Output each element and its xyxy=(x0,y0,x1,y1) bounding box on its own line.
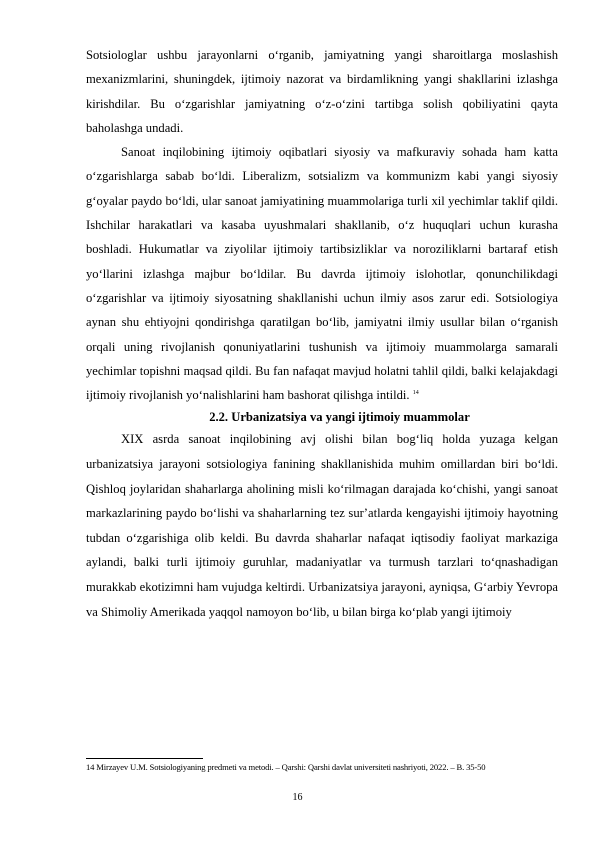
body-text xyxy=(86,43,558,624)
footnote: 14 Mirzayev U.M. Sotsiologiyaning predmeti va metodi. – Qarshi: Qarshi davlat universiteti nashriyoti, 2022. – B. 35-50 xyxy=(86,762,486,772)
section-heading: 2.2. Urbanizatsiya va yangi ijtimoiy muammolar xyxy=(209,410,470,425)
paragraph-2 xyxy=(86,140,558,407)
footnote-divider xyxy=(86,758,203,759)
paragraph-2-text: Sanoat inqilobining ijtimoiy oqibatlari siyosiy va mafkuraviy sohada ham katta oʻzgarishlarga sabab boʻldi. Liberalizm, sotsializm va kommunizm kabi yangi siyosiy gʻoyalar paydo boʻldi, ular sanoat jamiyatining muammolariga turli xil yechimlar taklif qildi. Ishchilar harakatlari va kasaba uyushmalari shakllanib, oʻz huquqlari uchun kurasha boshladi. Hukumatlar va ziyolilar ijtimoiy tartibsizliklar va noroziliklarni bartaraf etish yoʻllarini izlashga majbur boʻldilar. Bu davrda ijtimoiy islohotlar, qonunchilikdagi oʻzgarishlar va ijtimoiy siyosatning shakllanishi uchun ilmiy asos zarur edi. Sotsiologiya aynan shu ehtiyojni qondirishga qaratilgan boʻlib, jamiyatni ilmiy usullar bilan oʻrganish orqali uning rivojlanish qonuniyatlarini tushunish va ijtimoiy muammolarga samarali yechimlar topishni maqsad qildi. Bu fan nafaqat mavjud holatni tahlil qildi, balki kelajakdagi ijtimoiy rivojlanish yoʻnalishlarini ham bashorat qilishga intildi. xyxy=(86,145,558,403)
page-number: 16 xyxy=(292,792,303,803)
paragraph-1: Sotsiologlar ushbu jarayonlarni oʻrganib, jamiyatning yangi sharoitlarga moslashish mexanizmlarini, shuningdek, ijtimoiy nazorat va birdamlikning yangi shakllarini izlashga kirishdilar. Bu oʻzgarishlar jamiyatning oʻz-oʻzini tartibga solish qobiliyatini qayta baholashga undadi. xyxy=(86,48,558,135)
paragraph-3: XIX asrda sanoat inqilobining avj olishi bilan bogʻliq holda yuzaga kelgan urbanizatsiya jarayoni sotsiologiya fanining shakllanishida muhim omillardan biri boʻldi. Qishloq joylaridan shaharlarga aholining misli koʻrilmagan darajada koʻchishi, yangi sanoat markazlarining paydo boʻlishi va shaharlarning tez surʼatlarda kengayishi ijtimoiy hayotning tubdan oʻzgarishiga olib keldi. Bu davrda shaharlar nafaqat iqtisodiy faoliyat markaziga aylandi, balki turli ijtimoiy guruhlar, madaniyatlar va turmush tarzlari toʻqnashadigan murakkab ekotizimni ham vujudga keltirdi. Urbanizatsiya jarayoni, ayniqsa, Gʻarbiy Yevropa va Shimoliy Amerikada yaqqol namoyon boʻlib, u bilan birga koʻplab yangi ijtimoiy xyxy=(86,432,558,619)
footnote-reference[interactable]: 14 xyxy=(412,389,419,396)
